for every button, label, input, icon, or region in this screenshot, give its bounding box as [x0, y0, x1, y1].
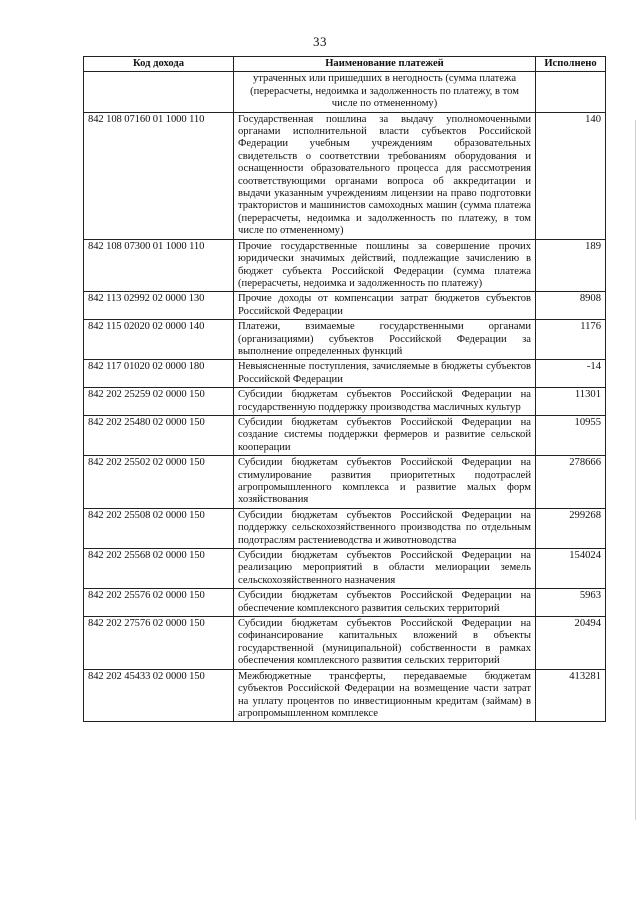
header-row: [84, 57, 606, 72]
header-name: Наименование платежей: [234, 57, 536, 72]
row-code: 842 115 02020 02 0000 140: [84, 320, 234, 360]
row-code: 842 202 45433 02 0000 150: [84, 669, 234, 722]
row-name: Субсидии бюджетам субъектов Российской Федерации на реализацию мероприятий в области мелиорации земель сельскохозяйственного назначения: [234, 549, 536, 589]
table-row: [84, 617, 606, 670]
row-code: 842 202 25568 02 0000 150: [84, 549, 234, 589]
table-row: [84, 388, 606, 416]
row-amount: 11301: [536, 388, 606, 416]
header-code: Код дохода: [84, 57, 234, 72]
table-row: [84, 72, 606, 112]
table-row: [84, 360, 606, 388]
row-amount: 189: [536, 239, 606, 292]
row-code: 842 202 25502 02 0000 150: [84, 456, 234, 509]
table-row: [84, 549, 606, 589]
row-name: Невыясненные поступления, зачисляемые в бюджеты субъектов Российской Федерации: [234, 360, 536, 388]
row-code: 842 202 25259 02 0000 150: [84, 388, 234, 416]
scan-edge-line: [635, 120, 636, 820]
row-amount: 10955: [536, 415, 606, 455]
table-row: [84, 589, 606, 617]
row-code: 842 117 01020 02 0000 180: [84, 360, 234, 388]
table-row: [84, 320, 606, 360]
row-code: [84, 72, 234, 112]
row-name: Государственная пошлина за выдачу уполномоченными органами исполнительной власти субъектов Российской Федерации учебным учреждениям образовательных свидетельств о соответствии требованиям оборудования и оснащенности образовательного процесса для рассмотрения соответствующими органами вопроса об аккредитации и выдачи указанным учреждениям лицензии на право подготовки трактористов и машинистов самоходных машин (сумма платежа (перерасчеты, недоимка и задолженность по платежу, в том числе по отмененному): [234, 112, 536, 239]
row-amount: 154024: [536, 549, 606, 589]
row-amount: 8908: [536, 292, 606, 320]
table-row: [84, 112, 606, 239]
row-code: 842 202 25508 02 0000 150: [84, 508, 234, 548]
table-header: [84, 57, 606, 72]
table-row: [84, 669, 606, 722]
table-row: [84, 292, 606, 320]
row-code: 842 202 25576 02 0000 150: [84, 589, 234, 617]
row-name: Прочие доходы от компенсации затрат бюджетов субъектов Российской Федерации: [234, 292, 536, 320]
header-amount: Исполнено: [536, 57, 606, 72]
row-name: Субсидии бюджетам субъектов Российской Федерации на создание системы поддержки фермеров и развитие сельской кооперации: [234, 415, 536, 455]
row-name: Субсидии бюджетам субъектов Российской Федерации на стимулирование развития приоритетных подотраслей агропромышленного комплекса и развитие малых форм хозяйствования: [234, 456, 536, 509]
row-amount: 299268: [536, 508, 606, 548]
row-code: 842 108 07160 01 1000 110: [84, 112, 234, 239]
row-code: 842 113 02992 02 0000 130: [84, 292, 234, 320]
row-amount: 5963: [536, 589, 606, 617]
row-amount: -14: [536, 360, 606, 388]
row-code: 842 202 27576 02 0000 150: [84, 617, 234, 670]
row-name: Субсидии бюджетам субъектов Российской Федерации на поддержку сельскохозяйственного производства по отдельным подотраслям растениеводства и животноводства: [234, 508, 536, 548]
table-row: [84, 239, 606, 292]
row-amount: 278666: [536, 456, 606, 509]
table-row: [84, 415, 606, 455]
row-amount: 413281: [536, 669, 606, 722]
row-amount: 20494: [536, 617, 606, 670]
row-name: утраченных или пришедших в негодность (сумма платежа (перерасчеты, недоимка и задолженность по платежу, в том числе по отмененному): [234, 72, 536, 112]
table-body: [84, 72, 606, 722]
table-row: [84, 456, 606, 509]
row-amount: 140: [536, 112, 606, 239]
income-table: [83, 56, 606, 722]
page-number: 33: [313, 34, 327, 49]
row-amount: [536, 72, 606, 112]
row-code: 842 202 25480 02 0000 150: [84, 415, 234, 455]
row-code: 842 108 07300 01 1000 110: [84, 239, 234, 292]
row-name: Субсидии бюджетам субъектов Российской Федерации на софинансирование капитальных вложений в объекты государственной (муниципальной) собственности в рамках обеспечения комплексного развития сельских территорий: [234, 617, 536, 670]
row-name: Межбюджетные трансферты, передаваемые бюджетам субъектов Российской Федерации на возмещение части затрат на уплату процентов по инвестиционным кредитам (займам) в агропромышленном комплексе: [234, 669, 536, 722]
table-row: [84, 508, 606, 548]
row-amount: 1176: [536, 320, 606, 360]
row-name: Прочие государственные пошлины за совершение прочих юридически значимых действий, подлежащие зачислению в бюджет субъекта Российской Федерации (сумма платежа (перерасчеты, недоимка и задолженность по платежу): [234, 239, 536, 292]
row-name: Субсидии бюджетам субъектов Российской Федерации на обеспечение комплексного развития сельских территорий: [234, 589, 536, 617]
row-name: Субсидии бюджетам субъектов Российской Федерации на государственную поддержку производства масличных культур: [234, 388, 536, 416]
row-name: Платежи, взимаемые государственными органами (организациями) субъектов Российской Федерации за выполнение определенных функций: [234, 320, 536, 360]
